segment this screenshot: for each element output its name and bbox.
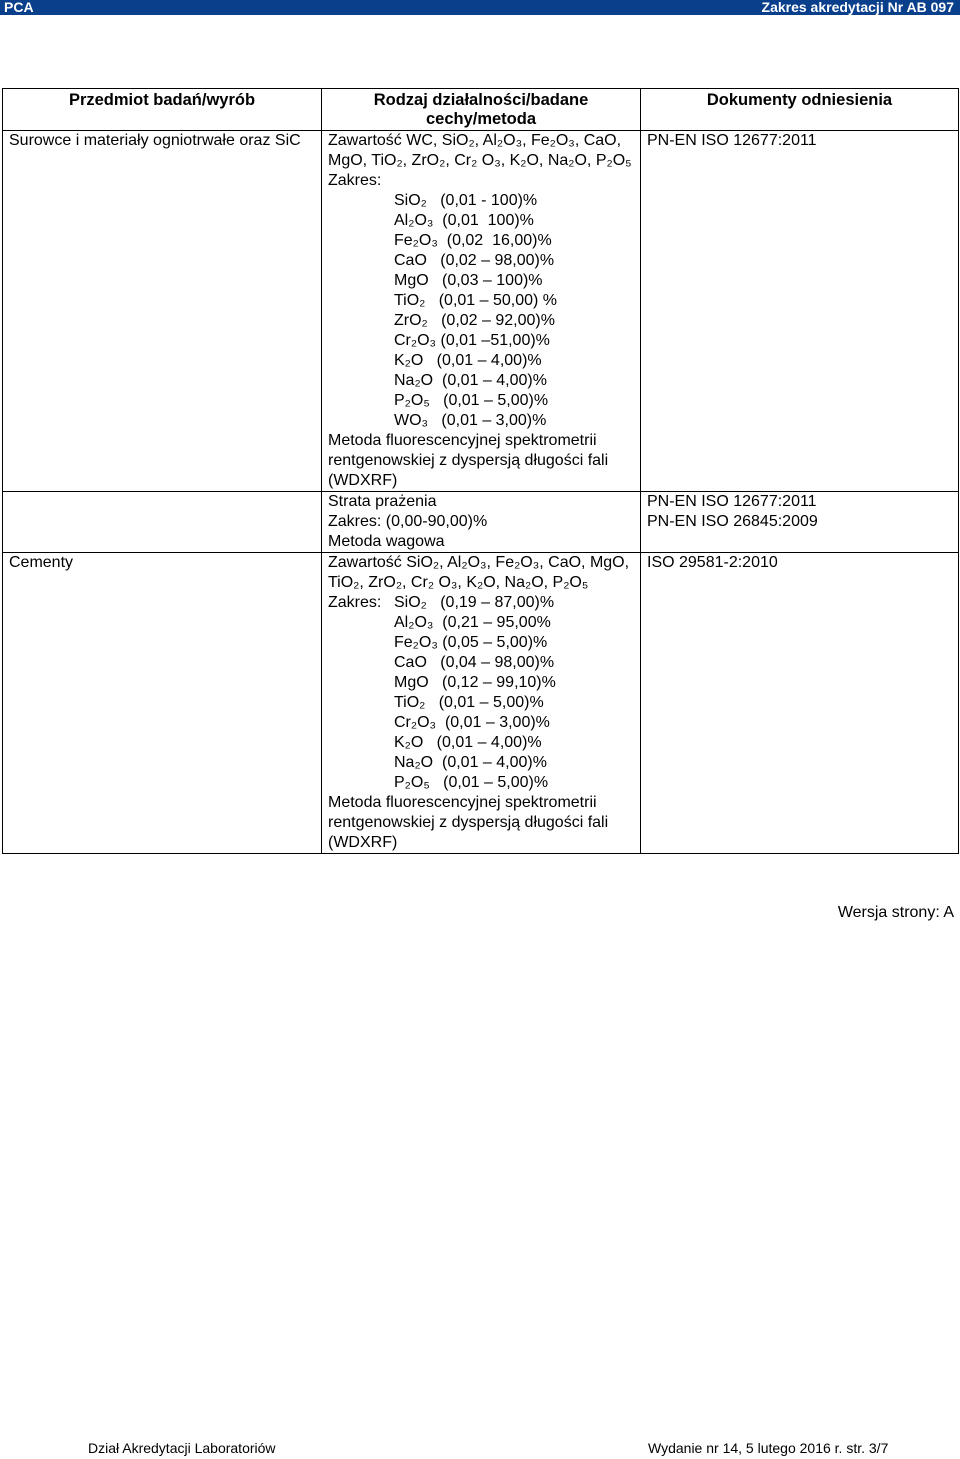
- row-method: [322, 131, 641, 492]
- range-label: Zakres:: [328, 594, 382, 611]
- range-item: MgO (0,12 – 99,10)%: [394, 674, 556, 691]
- range-item: MgO (0,03 – 100)%: [394, 272, 543, 289]
- range-list: [328, 191, 634, 431]
- range-item: K₂O (0,01 – 4,00)%: [394, 352, 542, 369]
- header-org: PCA: [4, 0, 34, 15]
- method-name: Metoda fluorescencyjnej spektrometrii rentgenowskiej z dyspersją długości fali (WDXRF): [328, 432, 609, 489]
- range-item: Fe₂O₃ (0,05 – 5,00)%: [394, 634, 548, 651]
- range-block: [328, 593, 634, 793]
- method-line: Metoda wagowa: [328, 533, 445, 550]
- doc-reference: PN-EN ISO 12677:2011: [647, 493, 817, 510]
- col-header-method: Rodzaj działalności/badane cechy/metoda: [322, 89, 641, 131]
- range-item: Na₂O (0,01 – 4,00)%: [394, 754, 547, 771]
- table-row: [3, 492, 959, 553]
- method-name: Metoda fluorescencyjnej spektrometrii rentgenowskiej z dyspersją długości fali (WDXRF): [328, 794, 609, 851]
- row-docs: [641, 492, 959, 553]
- table-row: [3, 131, 959, 492]
- footer-edition: Wydanie nr 14, 5 lutego 2016 r. str. 3/7: [648, 1440, 889, 1456]
- table-row: [3, 553, 959, 854]
- row-subject: Surowce i materiały ogniotrwałe oraz SiC: [3, 131, 322, 492]
- range-item: ZrO₂ (0,02 – 92,00)%: [394, 312, 555, 329]
- range-item: CaO (0,02 – 98,00)%: [394, 252, 555, 269]
- row-docs: [641, 131, 959, 492]
- page-version: Wersja strony: A: [837, 904, 954, 921]
- accreditation-scope-table: [2, 88, 959, 854]
- row-method: [322, 553, 641, 854]
- doc-reference: PN-EN ISO 12677:2011: [647, 132, 817, 149]
- range-list: [394, 593, 556, 793]
- doc-reference: ISO 29581-2:2010: [647, 554, 778, 571]
- header-title: Zakres akredytacji Nr AB 097: [761, 0, 954, 15]
- row-method: [322, 492, 641, 553]
- range-item: Cr₂O₃ (0,01 –51,00)%: [394, 332, 550, 349]
- range-item: TiO₂ (0,01 – 5,00)%: [394, 694, 544, 711]
- range-item: K₂O (0,01 – 4,00)%: [394, 734, 542, 751]
- range-item: P₂O₅ (0,01 – 5,00)%: [394, 774, 549, 791]
- range-item: Al₂O₃ (0,21 – 95,00%: [394, 614, 551, 631]
- range-item: Cr₂O₃ (0,01 – 3,00)%: [394, 714, 550, 731]
- range-label: Zakres:: [328, 172, 382, 189]
- table-header-row: [3, 89, 959, 131]
- row-subject: Cementy: [3, 553, 322, 854]
- method-intro: Zawartość SiO₂, Al₂O₃, Fe₂O₃, CaO, MgO, TiO₂, ZrO₂, Cr₂ O₃, K₂O, Na₂O, P₂O₅: [328, 554, 630, 591]
- row-docs: [641, 553, 959, 854]
- method-intro: Zawartość WC, SiO₂, Al₂O₃, Fe₂O₃, CaO, MgO, TiO₂, ZrO₂, Cr₂ O₃, K₂O, Na₂O, P₂O₅: [328, 132, 632, 169]
- footer-department: Dział Akredytacji Laboratoriów: [88, 1440, 276, 1456]
- range-item: P₂O₅ (0,01 – 5,00)%: [394, 392, 549, 409]
- row-subject: [3, 492, 322, 553]
- col-header-subject: Przedmiot badań/wyrób: [3, 89, 322, 131]
- method-line: Zakres: (0,00-90,00)%: [328, 513, 488, 530]
- range-item: Fe₂O₃ (0,02 16,00)%: [394, 232, 552, 249]
- range-item: TiO₂ (0,01 – 50,00) %: [394, 292, 558, 309]
- doc-reference: PN-EN ISO 26845:2009: [647, 513, 818, 530]
- document-footer: [0, 1440, 960, 1459]
- method-line: Strata prażenia: [328, 493, 437, 510]
- range-item: SiO₂ (0,19 – 87,00)%: [394, 594, 555, 611]
- range-item: Al₂O₃ (0,01 100)%: [394, 212, 534, 229]
- col-header-docs: Dokumenty odniesienia: [641, 89, 959, 131]
- range-item: Na₂O (0,01 – 4,00)%: [394, 372, 547, 389]
- document-header-bar: [0, 0, 960, 15]
- range-item: WO₃ (0,01 – 3,00)%: [394, 412, 547, 429]
- range-item: SiO₂ (0,01 - 100)%: [394, 192, 538, 209]
- range-item: CaO (0,04 – 98,00)%: [394, 654, 555, 671]
